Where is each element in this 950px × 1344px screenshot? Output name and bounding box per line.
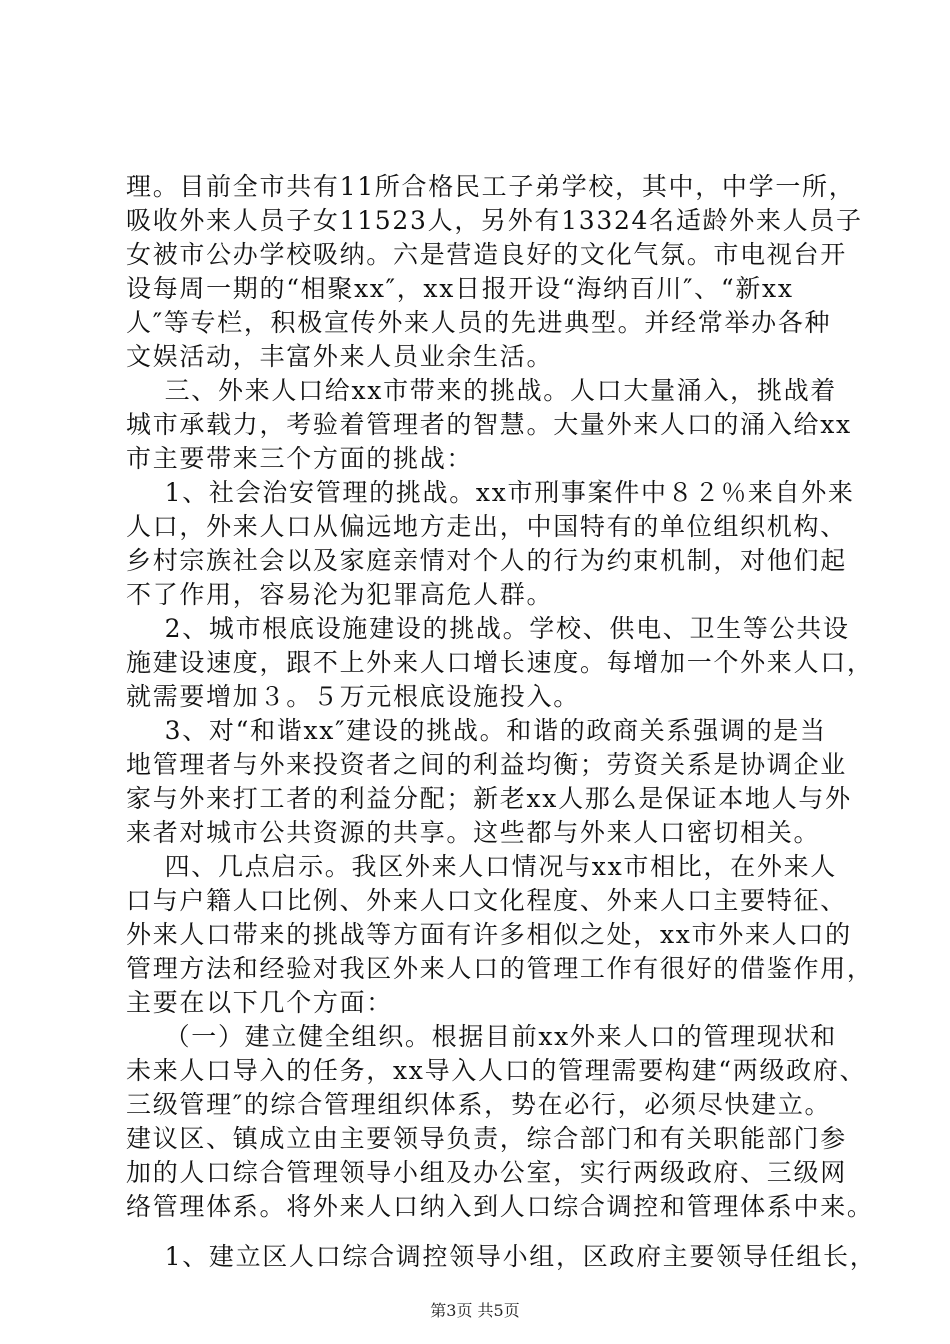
paragraph-line: 地管理者与外来投资者之间的利益均衡；劳资关系是协调企业: [126, 750, 847, 779]
paragraph-line: 理。目前全市共有11所合格民工子弟学校，其中，中学一所，: [126, 172, 856, 201]
paragraph-line: 口与户籍人口比例、外来人口文化程度、外来人口主要特征、: [126, 886, 847, 915]
paragraph-line: 家与外来打工者的利益分配；新老xx人那么是保证本地人与外: [126, 784, 852, 813]
paragraph-line: 3、对“和谐xx″建设的挑战。和谐的政商关系强调的是当: [126, 716, 827, 745]
paragraph-line: 不了作用，容易沦为犯罪高危人群。: [126, 580, 554, 609]
paragraph-line: 1、建立区人口综合调控领导小组，区政府主要领导任组长，: [126, 1242, 877, 1271]
paragraph-line: 设每周一期的“相聚xx″，xx日报开设“海纳百川″、“新xx: [126, 274, 794, 303]
paragraph-line: 施建设速度，跟不上外来人口增长速度。每增加一个外来人口，: [126, 648, 874, 677]
paragraph-line: 加的人口综合管理领导小组及办公室，实行两级政府、三级网: [126, 1158, 847, 1187]
paragraph-line: （一）建立健全组织。根据目前xx外来人口的管理现状和: [126, 1022, 837, 1051]
paragraph-line: 建议区、镇成立由主要领导负责，综合部门和有关职能部门参: [126, 1124, 847, 1153]
paragraph-line: 吸收外来人员子女11523人，另外有13324名适龄外来人员子: [126, 206, 863, 235]
paragraph-line: 1、社会治安管理的挑战。xx市刑事案件中８２％来自外来: [126, 478, 855, 507]
paragraph-line: 2、城市根底设施建设的挑战。学校、供电、卫生等公共设: [126, 614, 850, 643]
paragraph-line: 人口，外来人口从偏远地方走出，中国特有的单位组织机构、: [126, 512, 847, 541]
paragraph-line: 就需要增加３。５万元根底设施投入。: [126, 682, 580, 711]
paragraph-line: 未来人口导入的任务，xx导入人口的管理需要构建“两级政府、: [126, 1056, 867, 1085]
paragraph-line: 来者对城市公共资源的共享。这些都与外来人口密切相关。: [126, 818, 821, 847]
paragraph-line: 乡村宗族社会以及家庭亲情对个人的行为约束机制，对他们起: [126, 546, 847, 575]
paragraph-line: 四、几点启示。我区外来人口情况与xx市相比，在外来人: [126, 852, 837, 881]
paragraph-line: 外来人口带来的挑战等方面有许多相似之处，xx市外来人口的: [126, 920, 852, 949]
paragraph-line: 络管理体系。将外来人口纳入到人口综合调控和管理体系中来。: [126, 1192, 874, 1221]
paragraph-line: 女被市公办学校吸纳。六是营造良好的文化气氛。市电视台开: [126, 240, 847, 269]
page-number-footer: 第3页 共5页: [430, 1301, 520, 1320]
paragraph-line: 人″等专栏，积极宣传外来人员的先进典型。并经常举办各种: [126, 308, 832, 337]
paragraph-line: 文娱活动，丰富外来人员业余生活。: [126, 342, 554, 371]
paragraph-line: 主要在以下几个方面：: [126, 988, 394, 1017]
paragraph-line: 市主要带来三个方面的挑战：: [126, 444, 474, 473]
paragraph-line: 三、外来人口给xx市带来的挑战。人口大量涌入，挑战着: [126, 376, 837, 405]
paragraph-line: 城市承载力，考验着管理者的智慧。大量外来人口的涌入给xx: [126, 410, 852, 439]
paragraph-line: 管理方法和经验对我区外来人口的管理工作有很好的借鉴作用，: [126, 954, 874, 983]
paragraph-line: 三级管理″的综合管理组织体系，势在必行，必须尽快建立。: [126, 1090, 832, 1119]
